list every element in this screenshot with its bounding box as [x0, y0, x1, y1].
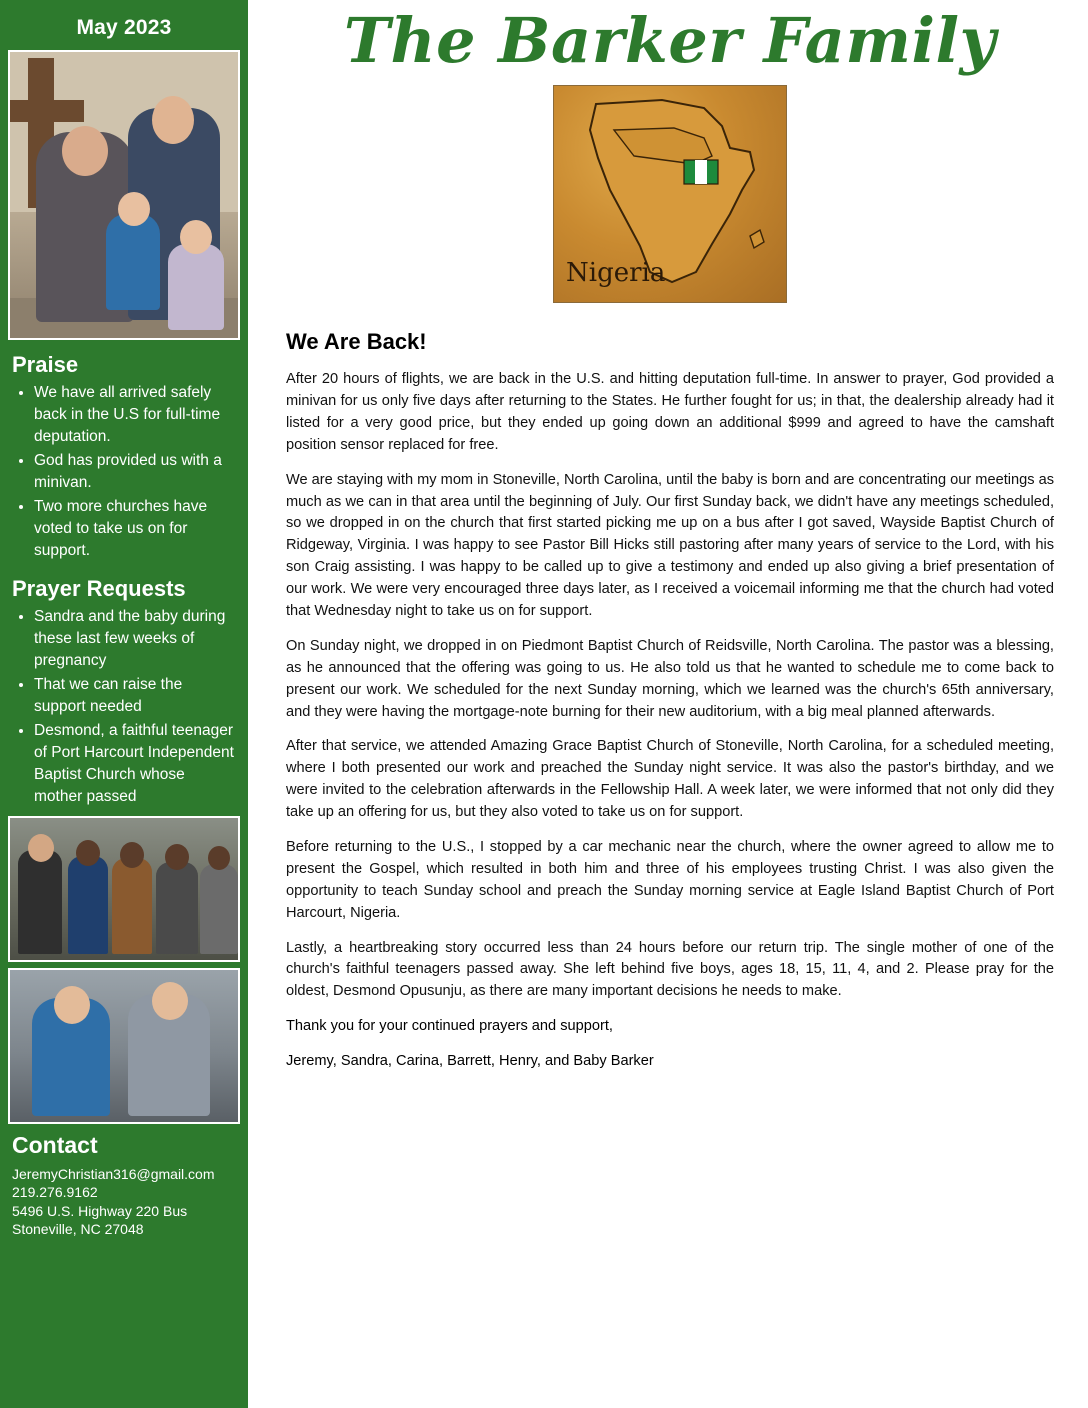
prayer-requests-list [0, 606, 248, 808]
africa-map-image [553, 85, 787, 303]
person-mother-head [152, 96, 194, 144]
person-child-two [168, 244, 224, 330]
main-content [248, 0, 1088, 1408]
closing-line: Thank you for your continued prayers and support, [286, 1018, 613, 1035]
person-figure [200, 864, 238, 954]
person-figure-head [208, 846, 230, 870]
person-figure [112, 858, 152, 954]
article-paragraph: After 20 hours of flights, we are back in the U.S. and hitting deputation full-time. In answer to prayer, God provided a minivan for us only five days after returning to the States. He further fought for us; in that, the dealership already had it listed for a very good price, but they ended up going down an additional $999 and agreed to have the camshaft position sensor replaced for free. [286, 371, 1054, 453]
praise-heading: Praise [12, 352, 79, 377]
page-title: The Barker Family [343, 4, 997, 77]
list-item: • That we can raise the support needed [34, 674, 236, 718]
contact-heading: Contact [12, 1132, 98, 1158]
person-father-head [62, 126, 108, 176]
person-figure-head [54, 986, 90, 1024]
list-item: • We have all arrived safely back in the U.S for full-time deputation. [34, 382, 236, 448]
person-figure-head [152, 982, 188, 1020]
person-figure-head [165, 844, 189, 870]
article-paragraph: On Sunday night, we dropped in on Piedmont Baptist Church of Reidsville, North Carolina. The pastor was a blessing, as he announced that the offering was going to us. He also told us that he wanted to schedule me to come back to present our work. We scheduled for the next Sunday morning, which we learned was the church's 65th anniversary, and they were having the mortgage-note burning for their new auditorium, with a big meal planned afterwards. [286, 637, 1054, 720]
praise-list [0, 382, 248, 562]
person-figure-head [28, 834, 54, 862]
contact-block [0, 1124, 248, 1239]
person-child-one [106, 214, 160, 310]
person-child-one-head [118, 192, 150, 226]
contact-address-line-2: Stoneville, NC 27048 [12, 1221, 144, 1238]
person-figure-head [120, 842, 144, 868]
contact-phone[interactable]: 219.276.9162 [12, 1184, 98, 1201]
person-figure [156, 862, 198, 954]
sidebar [0, 0, 248, 1408]
article-paragraph: Lastly, a heartbreaking story occurred less than 24 hours before our return trip. The single mother of one of the church's faithful teenagers passed away. She left behind five boys, ages 18, 15, 11, 4, and 2. Please pray for the oldest, Desmond Opusunju, as there are many important decisions he needs to make. [286, 939, 1054, 1000]
two-men-photo [8, 968, 240, 1124]
article-paragraph: We are staying with my mom in Stoneville, North Carolina, until the baby is born and are concentrating our meetings as much as we can in that area until the beginning of July. Our first Sunday back, we didn't have any meetings scheduled, so we dropped in on the church that first started picking me up on a bus after I got saved, Wayside Baptist Church of Ridgeway, Virginia. I was happy to see Pastor Bill Hicks still pastoring after many years of service to the Lord, with his son Craig assisting. I was happy to be called up to give a testimony and ended up also giving a brief presentation of our work. We were very encouraged three days later, as I received a voicemail informing me that the church had voted that Wednesday night to take us on for support. [286, 471, 1054, 619]
article-paragraph: Before returning to the U.S., I stopped by a car mechanic near the church, where the owner agreed to allow me to present the Gospel, which resulted in both him and three of his employees trusting Christ. I was also given the opportunity to teach Sunday school and preach the Sunday morning service at Eagle Island Baptist Church of Port Harcourt, Nigeria. [286, 839, 1054, 921]
list-item: • Sandra and the baby during these last few weeks of pregnancy [34, 606, 236, 672]
group-photo [8, 816, 240, 962]
list-item: • God has provided us with a minivan. [34, 450, 236, 494]
signature-line: Jeremy, Sandra, Carina, Barrett, Henry, and Baby Barker [286, 1053, 654, 1070]
contact-address-line-1: 5496 U.S. Highway 220 Bus [12, 1202, 188, 1219]
contact-email[interactable]: JeremyChristian316@gmail.com [12, 1166, 215, 1182]
person-figure [18, 850, 62, 954]
list-item: • Desmond, a faithful teenager of Port Harcourt Independent Baptist Church whose mother passed [34, 720, 236, 808]
map-label: Nigeria [566, 258, 666, 289]
person-figure [68, 856, 108, 954]
article-title: We Are Back! [286, 329, 427, 355]
family-photo [8, 50, 240, 340]
person-figure-head [76, 840, 100, 866]
issue-date: May 2023 [76, 16, 172, 39]
prayer-requests-heading: Prayer Requests [12, 576, 186, 601]
article-paragraph: After that service, we attended Amazing Grace Baptist Church of Stoneville, North Carolina, for a scheduled meeting, where I both presented our work and preached the Sunday night service. It was also the pastor's birthday, and we were invited to the celebration afterwards in the Fellowship Hall. A week later, we were informed that not only did they take up an offering for us, but they also voted to take us on for support. [286, 738, 1054, 821]
list-item: • Two more churches have voted to take us on for support. [34, 496, 236, 562]
person-child-two-head [180, 220, 212, 254]
map-container [286, 85, 1054, 303]
